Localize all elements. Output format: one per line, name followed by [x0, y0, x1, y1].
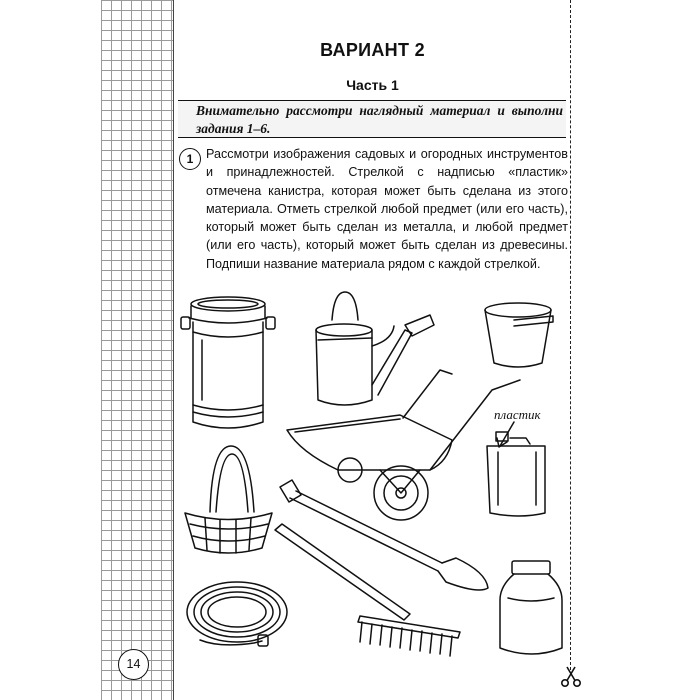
basket-illustration [185, 446, 272, 553]
variant-title: ВАРИАНТ 2 [320, 40, 425, 60]
instruction-box: Внимательно рассмотри наглядный материал и выполни задания 1–6. [178, 100, 566, 138]
milk-can-illustration [181, 297, 275, 428]
plastic-label: пластик [494, 407, 541, 422]
task-number: 1 [179, 148, 201, 170]
canister-illustration [487, 432, 545, 516]
glass-jar-illustration [500, 561, 562, 654]
garden-hose-illustration [187, 582, 287, 646]
wheelbarrow-illustration [287, 370, 520, 520]
watering-can-illustration [316, 292, 434, 405]
task-text: Рассмотри изображения садовых и огородных инструментов и принадлежностей. Стрелкой с надписью «пластик» отмечена канистра, которая может быть сделана из этого материала. Отметь стрелкой любой предмет (или его часть), который может быть сделан из металла, и любой предмет (или его часть), который может быть сделан из древесины. Подпиши название материала рядом с каждой стрелкой. [206, 147, 568, 271]
part-title: Часть 1 [346, 77, 399, 93]
bucket-illustration [485, 303, 553, 367]
page-number: 14 [118, 649, 149, 680]
rake-illustration [275, 524, 460, 656]
